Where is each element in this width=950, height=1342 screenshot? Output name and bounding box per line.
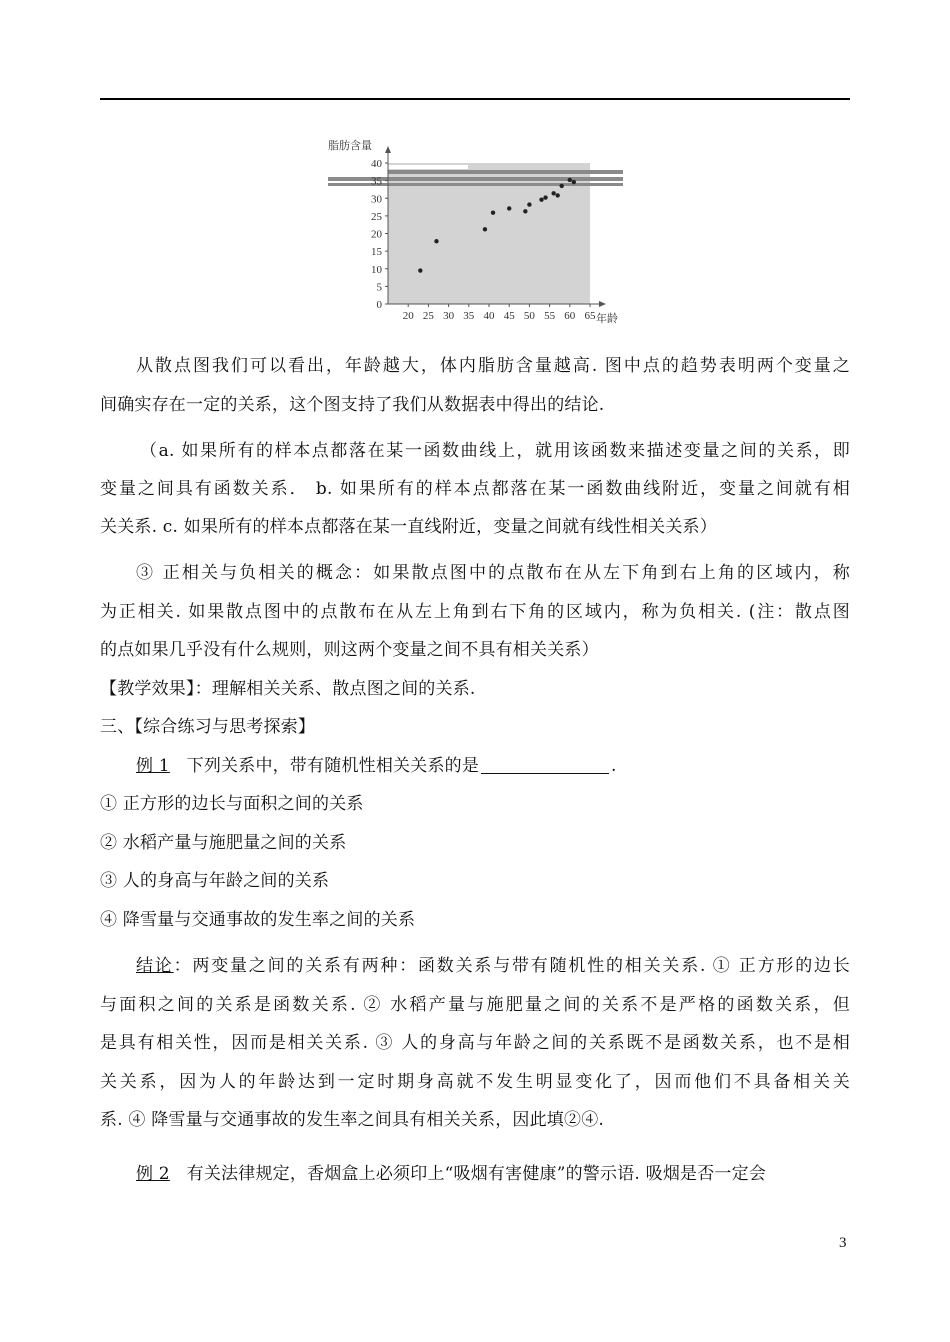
example-text: 下列关系中，带有随机性相关关系的是	[186, 756, 480, 776]
data-point	[434, 239, 438, 243]
paragraph-line: （a. 如果所有的样本点都落在某一函数曲线上，就用该函数来描述变量之间的关系，即	[140, 441, 850, 461]
paragraph-line: 从散点图我们可以看出，年龄越大，体内脂肪含量越高. 图中点的趋势表明两个变量之	[136, 356, 850, 376]
paragraph-line: 间确实存在一定的关系，这个图支持了我们从数据表中得出的结论.	[100, 395, 605, 415]
y-tick-label: 15	[371, 246, 382, 259]
conclusion-line: 是具有相关性，因而是相关关系. ③ 人的身高与年龄之间的关系既不是函数关系，也不是相	[100, 1033, 850, 1053]
header-rule	[100, 98, 850, 100]
y-axis-label: 脂肪含量	[328, 140, 372, 152]
conclusion-line	[136, 955, 850, 977]
teaching-effect: 【教学效果】：理解相关关系、散点图之间的关系.	[100, 679, 476, 699]
answer-blank	[481, 757, 609, 774]
x-axis-arrow	[599, 301, 606, 307]
section-heading: 三、【综合练习与思考探索】	[100, 717, 316, 737]
data-point	[507, 206, 511, 210]
y-ticks	[371, 158, 388, 311]
x-tick-label: 40	[483, 310, 495, 322]
y-tick-label: 35	[371, 175, 382, 188]
option-1: ① 正方形的边长与面积之间的关系	[100, 794, 364, 814]
example-label: 例 2	[136, 1164, 170, 1184]
data-point	[551, 191, 555, 195]
y-axis-arrow	[385, 146, 391, 153]
example-2	[136, 1163, 850, 1185]
example-label: 例 1	[136, 756, 170, 776]
scatter-chart	[320, 132, 640, 332]
data-point	[560, 184, 564, 188]
y-tick-label: 40	[371, 158, 382, 170]
y-tick-label: 10	[371, 263, 382, 276]
scan-band	[388, 170, 623, 174]
option-4: ④ 降雪量与交通事故的发生率之间的关系	[100, 910, 416, 930]
data-point	[539, 197, 543, 201]
paragraph-line: 的点如果几乎没有什么规则，则这两个变量之间不具有相关关系）	[100, 640, 599, 660]
data-point	[555, 193, 559, 197]
data-point	[543, 195, 547, 199]
page-number: 3	[839, 1235, 847, 1251]
scan-band	[388, 165, 468, 169]
x-tick-label: 35	[463, 310, 475, 322]
example-end: .	[611, 756, 617, 776]
y-tick-label: 5	[376, 281, 382, 294]
x-tick-label: 50	[523, 310, 535, 322]
paragraph-line: 变量之间具有函数关系． b. 如果所有的样本点都落在某一函数曲线附近，变量之间就有相	[100, 479, 850, 499]
data-point	[568, 178, 572, 182]
x-ticks	[403, 304, 596, 322]
conclusion-label: 结论	[136, 956, 174, 976]
example-1	[136, 755, 850, 777]
y-tick-label: 25	[371, 210, 382, 223]
data-point	[491, 211, 495, 215]
y-tick-label: 30	[371, 193, 382, 206]
data-point	[418, 268, 422, 272]
x-tick-label: 20	[402, 310, 414, 322]
data-point	[527, 202, 531, 206]
paragraph-line: ③ 正相关与负相关的概念：如果散点图中的点散布在从左下角到右上角的区域内，称	[136, 563, 850, 583]
option-2: ② 水稻产量与施肥量之间的关系	[100, 833, 347, 853]
conclusion-line: 系. ④ 降雪量与交通事故的发生率之间具有相关关系，因此填②④.	[100, 1110, 605, 1130]
data-point	[523, 209, 527, 213]
x-tick-label: 45	[503, 310, 515, 322]
data-point	[572, 180, 576, 184]
conclusion-line: 与面积之间的关系是函数关系. ② 水稻产量与施肥量之间的关系不是严格的函数关系，但	[100, 995, 850, 1015]
conclusion-text: ：两变量之间的关系有两种：函数关系与带有随机性的相关关系. ① 正方形的边长	[173, 956, 851, 976]
x-tick-label: 30	[443, 310, 455, 322]
x-tick-label: 25	[422, 310, 434, 322]
paragraph-line: 关关系. c. 如果所有的样本点都落在某一直线附近，变量之间就有线性相关关系）	[100, 517, 717, 537]
x-tick-label: 55	[544, 310, 556, 322]
x-tick-label: 65	[584, 310, 596, 322]
conclusion-line: 关关系，因为人的年龄达到一定时期身高就不发生明显变化了，因而他们不具备相关关	[100, 1072, 850, 1092]
x-tick-label: 60	[564, 310, 576, 322]
y-tick-label: 0	[376, 299, 382, 311]
option-3: ③ 人的身高与年龄之间的关系	[100, 871, 330, 891]
x-axis-label: 年龄	[596, 313, 618, 325]
example-text: 有关法律规定，香烟盒上必须印上“吸烟有害健康”的警示语. 吸烟是否一定会	[186, 1164, 767, 1184]
y-tick-label: 20	[371, 228, 382, 241]
paragraph-line: 为正相关. 如果散点图中的点散布在从左上角到右下角的区域内，称为负相关. (注：散点图	[100, 602, 850, 622]
data-point	[483, 227, 487, 231]
